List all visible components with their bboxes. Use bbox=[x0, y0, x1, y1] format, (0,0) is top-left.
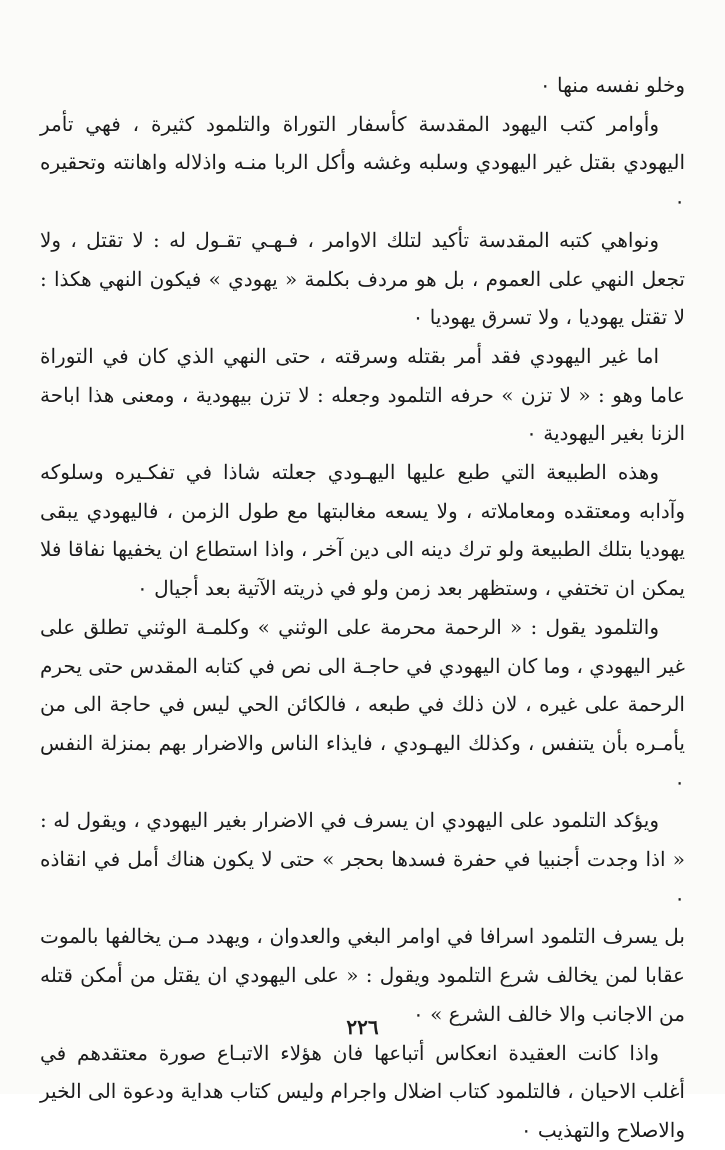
page-number: ٢٢٦ bbox=[346, 1015, 379, 1039]
paragraph-8: بل يسرف التلمود اسرافا في اوامر البغي والعدوان ، ويهدد مـن يخالفها بالموت عقابا لمن يخالف شرع التلمود ويقول : « على اليهودي ان يقتل من أمكن قتله من الاجانب والا خالف الشرع » ٠ bbox=[40, 924, 685, 1026]
body-text bbox=[40, 66, 685, 1150]
paragraph-5: وهذه الطبيعة التي طبع عليها اليهـودي جعلته شاذا في تفكـيره وسلوكه وآدابه ومعتقده ومعاملاته ، ولا يسعه مغالبتها مع طول الزمن ، فاليهودي يبقى يهوديا بتلك الطبيعة ولو ترك دينه الى دين آخر ، واذا استطاع ان يخفيها نفاقا فلا يمكن ان تختفي ، وستظهر بعد زمن ولو في ذريته الآتية بعد أجيال ٠ bbox=[40, 460, 685, 601]
paragraph-7: ويؤكد التلمود على اليهودي ان يسرف في الاضرار بغير اليهودي ، ويقول له : « اذا وجدت أجنبيا في حفرة فسدها بحجر » حتى لا يكون هناك أمل في انقاذه ٠ bbox=[40, 808, 685, 910]
paragraph-1: وخلو نفسه منها ٠ bbox=[539, 73, 685, 97]
paragraph-9: واذا كانت العقيدة انعكاس أتباعها فان هؤلاء الاتبـاع صورة معتقدهم في أغلب الاحيان ، فالتلمود كتاب اضلال واجرام وليس كتاب هداية ودعوة الى الخير والاصلاح والتهذيب ٠ bbox=[40, 1040, 685, 1142]
paragraph-2: وأوامر كتب اليهود المقدسة كأسفار التوراة والتلمود كثيرة ، فهي تأمر اليهودي بقتل غير اليهودي وسلبه وغشه وأكل الربا منـه واذلاله واهانته وتحقيره ٠ bbox=[40, 111, 685, 214]
paragraph-3: ونواهي كتبه المقدسة تأكيد لتلك الاوامر ، فـهـي تقـول له : لا تقتل ، ولا تجعل النهي على العموم ، بل هو مردف بكلمة « يهودي » فيكون النهي هكذا : لا تقتل يهوديا ، ولا تسرق يهوديا ٠ bbox=[40, 227, 685, 330]
paragraph-4: اما غير اليهودي فقد أمر بقتله وسرقته ، حتى النهي الذي كان في التوراة عاما وهو : « لا تزن » حرفه التلمود وجعله : لا تزن بيهودية ، ومعنى هذا اباحة الزنا بغير اليهودية ٠ bbox=[40, 343, 685, 446]
paragraph-6: والتلمود يقول : « الرحمة محرمة على الوثني » وكلمـة الوثني تطلق على غير اليهودي ، وما كان اليهودي في حاجـة الى نص في كتابه المقدس حتى يحرم الرحمة على غيره ، لان ذلك في طبعه ، فالكائن الحي ليس في حاجة الى من يأمـره بأن يتنفس ، وكذلك اليهـودي ، فايذاء الناس والاضرار بهم بمنزلة النفس ٠ bbox=[40, 614, 685, 794]
